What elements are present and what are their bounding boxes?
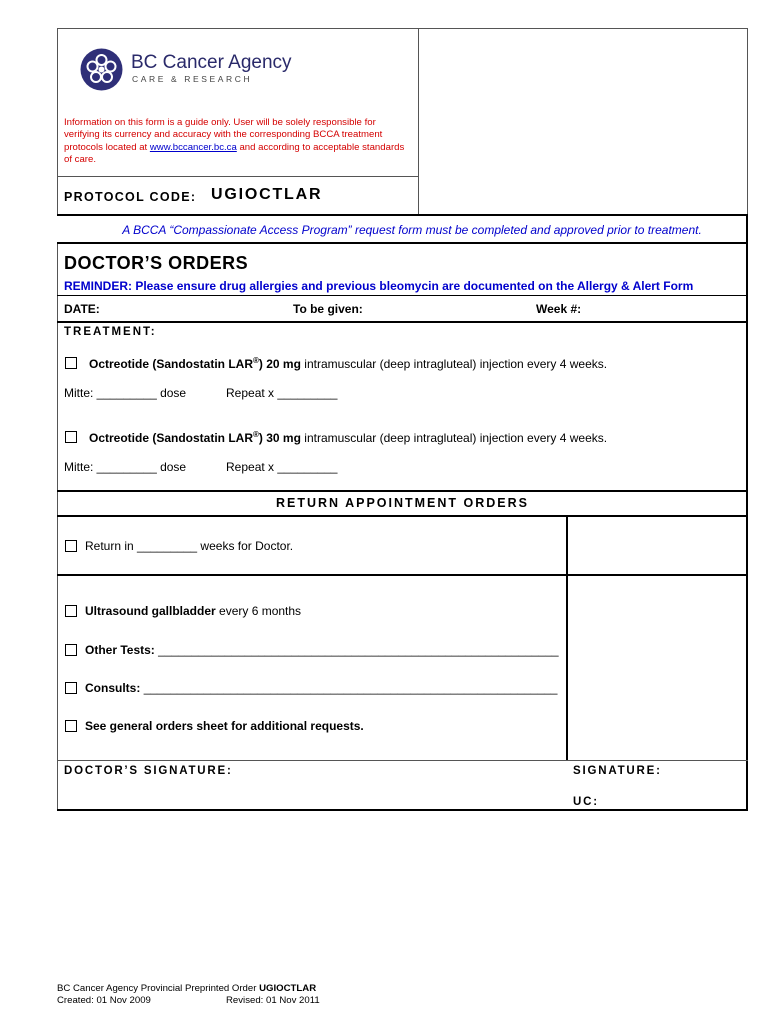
treatment-rule [57,321,748,323]
footer-created: Created: 01 Nov 2009 [57,995,151,1006]
mitte-field-2[interactable]: Mitte: _________ dose [64,460,187,474]
general-orders-checkbox-icon[interactable] [65,720,77,732]
protocol-code: UGIOCTLAR [211,186,323,203]
other-tests-checkbox-icon[interactable] [65,644,77,656]
return-appt-title: RETURN APPOINTMENT ORDERS [275,496,529,510]
consults-field[interactable]: Consults: ______________________________________________________________ [85,681,558,695]
date-label: DATE: [64,302,100,316]
protocol-label: PROTOCOL CODE: [64,190,197,204]
general-orders-note: See general orders sheet for additional requests. [85,719,364,733]
signature-rule [57,760,748,761]
other-tests-field[interactable]: Other Tests: ____________________________________________________________ [85,643,559,657]
uc-label: UC: [573,796,599,808]
octreotide-30mg-order: Octreotide (Sandostatin LAR®) 30 mg intramuscular (deep intragluteal) injection every 4 weeks. [89,430,608,445]
doctor-signature-label: DOCTOR’S SIGNATURE: [64,765,233,777]
orders-right-border [746,244,748,810]
protocol-divider [57,176,419,177]
bccancer-link[interactable]: www.bccancer.bc.ca [149,141,237,153]
octreotide-20mg-order: Octreotide (Sandostatin LAR®) 20 mg intramuscular (deep intragluteal) injection every 4 weeks. [89,356,608,371]
return-appt-divider [566,515,568,575]
treatment-label: TREATMENT: [64,326,157,338]
disclaimer: Information on this form is a guide only. User will be solely responsible for verifying its currency and accuracy with the corresponding BCCA treatment protocols located at www.bccancer.bc.ca and according to acceptable standards of care. [64,117,405,166]
org-name: BC Cancer Agency [131,52,292,73]
orders-bottom-rule [57,809,748,811]
ultrasound-checkbox-icon[interactable] [65,605,77,617]
repeat-field-2[interactable]: Repeat x _________ [226,460,338,474]
return-appt-rule-bottom [57,515,748,517]
signature-label: SIGNATURE: [573,765,662,777]
org-tagline: CARE & RESEARCH [132,74,253,84]
octreotide-30mg-checkbox-icon[interactable] [65,431,77,443]
allergy-reminder: REMINDER: Please ensure drug allergies and previous bleomycin are documented on the Allergy & Alert Form [64,279,694,293]
doctors-orders-title: DOCTOR’S ORDERS [64,253,249,273]
header-right-box [419,28,748,215]
footer-order-name: BC Cancer Agency Provincial Preprinted Order UGIOCTLAR [57,983,317,994]
return-in-weeks[interactable]: Return in _________ weeks for Doctor. [85,539,294,553]
compassionate-access-notice: A BCCA “Compassionate Access Program” request form must be completed and approved prior to treatment. [122,223,702,237]
octreotide-20mg-checkbox-icon[interactable] [65,357,77,369]
tests-divider [566,575,568,761]
footer-revised: Revised: 01 Nov 2011 [226,995,320,1006]
tests-rule [57,574,748,576]
reminder-rule [57,295,748,296]
ultrasound-order: Ultrasound gallbladder every 6 months [85,604,302,618]
week-label: Week #: [536,302,582,316]
return-checkbox-icon[interactable] [65,540,77,552]
return-appt-rule-top [57,490,748,492]
repeat-field-1[interactable]: Repeat x _________ [226,386,338,400]
to-be-given-label: To be given: [293,302,363,316]
bc-cancer-logo-icon [79,47,124,92]
consults-checkbox-icon[interactable] [65,682,77,694]
mitte-field-1[interactable]: Mitte: _________ dose [64,386,187,400]
